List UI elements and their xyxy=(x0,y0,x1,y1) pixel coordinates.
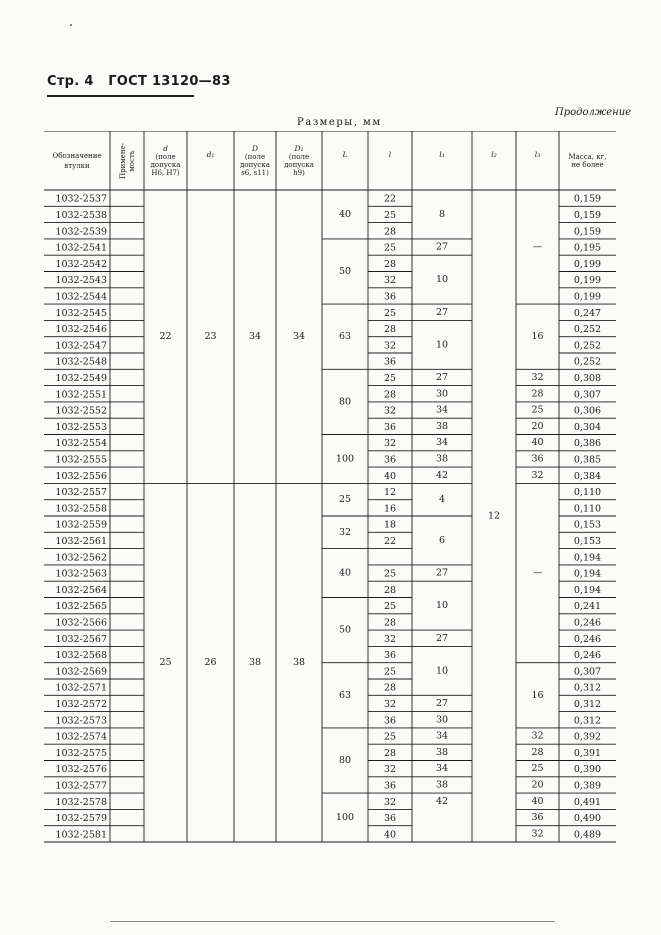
col-header-D: s6, s11) xyxy=(241,169,269,177)
col-header-applicability: Примене- xyxy=(119,142,127,180)
cell-L: 80 xyxy=(338,396,352,408)
row-mass: 0,246 xyxy=(573,650,602,662)
row-mass: 0,194 xyxy=(573,584,602,596)
row-l: 28 xyxy=(383,324,397,336)
row-designation: 1032-2563 xyxy=(55,568,107,580)
row-l: 32 xyxy=(383,796,397,808)
page-header xyxy=(47,74,231,89)
col-header-D: допуска xyxy=(240,161,270,169)
col-header-designation: Обозначение xyxy=(52,152,102,160)
cell-l3: 25 xyxy=(531,763,544,775)
row-designation: 1032-2574 xyxy=(55,731,107,743)
row-designation: 1032-2576 xyxy=(55,764,107,776)
row-designation: 1032-2567 xyxy=(55,633,107,645)
row-mass: 0,308 xyxy=(573,372,602,384)
row-designation: 1032-2579 xyxy=(55,813,107,825)
row-l: 32 xyxy=(383,275,397,287)
cell-l3: 16 xyxy=(531,331,544,343)
row-l: 32 xyxy=(383,764,397,776)
row-designation: 1032-2571 xyxy=(55,682,107,694)
row-designation: 1032-2575 xyxy=(55,747,107,759)
row-designation: 1032-2569 xyxy=(55,666,107,678)
row-l: 18 xyxy=(383,519,397,531)
row-mass: 0,246 xyxy=(573,633,602,645)
col-header-D: D xyxy=(251,144,259,153)
cell-l3: 36 xyxy=(531,453,544,465)
continuation-label: Продолжение xyxy=(555,107,632,118)
cell-l1: 38 xyxy=(435,453,449,465)
col-header-designation: втулки xyxy=(64,162,90,170)
row-mass: 0,159 xyxy=(573,226,602,238)
row-l: 25 xyxy=(383,731,397,743)
row-l: 32 xyxy=(383,405,397,417)
cell-l1: 27 xyxy=(435,567,449,579)
cell-l1: 34 xyxy=(435,730,449,742)
row-designation: 1032-2572 xyxy=(55,698,107,710)
cell-l3: 36 xyxy=(531,812,544,824)
col-header-d: d xyxy=(163,144,168,153)
row-mass: 0,110 xyxy=(573,503,602,515)
cell-l2: 12 xyxy=(487,510,501,522)
cell-l3: — xyxy=(532,241,543,253)
row-designation: 1032-2561 xyxy=(55,535,107,547)
row-l: 36 xyxy=(383,813,397,825)
row-designation: 1032-2554 xyxy=(55,438,107,450)
row-l: 36 xyxy=(383,454,397,466)
cell-L: 50 xyxy=(338,624,352,636)
row-designation: 1032-2565 xyxy=(55,601,107,613)
row-designation: 1032-2564 xyxy=(55,584,107,596)
col-header-l1: l₁ xyxy=(439,150,445,159)
row-designation: 1032-2538 xyxy=(55,209,107,221)
row-designation: 1032-2568 xyxy=(55,650,107,662)
row-l: 32 xyxy=(383,633,397,645)
footer-rule xyxy=(110,921,555,922)
row-designation: 1032-2541 xyxy=(55,242,107,254)
header-rule xyxy=(47,95,194,97)
col-header-mass: Масса, кг, xyxy=(568,153,607,161)
cell-l3: 32 xyxy=(531,469,544,481)
cell-l3: 20 xyxy=(531,420,544,432)
cell-l1: 30 xyxy=(435,388,449,400)
row-designation: 1032-2577 xyxy=(55,780,107,792)
row-mass: 0,159 xyxy=(573,193,602,205)
row-l: 28 xyxy=(383,682,397,694)
col-header-D1: h9) xyxy=(293,169,305,177)
row-l: 36 xyxy=(383,291,397,303)
row-mass: 0,159 xyxy=(573,209,602,221)
row-l: 32 xyxy=(383,438,397,450)
cell-L: 63 xyxy=(338,331,352,343)
row-l: 36 xyxy=(383,715,397,727)
row-designation: 1032-2542 xyxy=(55,258,107,270)
cell-l3: 20 xyxy=(531,779,544,791)
row-mass: 0,110 xyxy=(573,487,602,499)
cell-d1: 26 xyxy=(204,657,217,669)
cell-l1: 10 xyxy=(435,665,449,677)
col-header-d: допуска xyxy=(150,161,181,169)
row-l: 25 xyxy=(383,209,397,221)
cell-l1: 38 xyxy=(435,420,449,432)
row-l: 25 xyxy=(383,307,397,319)
cell-l1: 38 xyxy=(435,779,449,791)
cell-L: 100 xyxy=(335,812,355,824)
cell-L: 40 xyxy=(338,567,352,579)
row-mass: 0,312 xyxy=(573,715,602,727)
row-mass: 0,195 xyxy=(573,242,602,254)
cell-l1: 4 xyxy=(438,494,446,506)
col-header-l2: l₂ xyxy=(491,150,497,159)
row-mass: 0,390 xyxy=(573,764,602,776)
cell-l3: 28 xyxy=(531,746,544,758)
row-mass: 0,194 xyxy=(573,552,602,564)
row-l: 32 xyxy=(383,340,397,352)
col-header-D: (поле xyxy=(244,153,266,161)
cell-l1: 27 xyxy=(435,697,449,709)
cell-l1: 10 xyxy=(435,600,449,612)
row-mass: 0,312 xyxy=(573,682,602,694)
row-l: 25 xyxy=(383,666,397,678)
row-designation: 1032-2556 xyxy=(55,470,107,482)
row-designation: 1032-2543 xyxy=(55,275,107,287)
row-mass: 0,392 xyxy=(573,731,602,743)
cell-l1: 42 xyxy=(435,469,449,481)
row-designation: 1032-2558 xyxy=(55,503,107,515)
cell-d1: 38 xyxy=(292,657,306,669)
page-number: Стр. 4 xyxy=(47,74,94,89)
cell-l3: 32 xyxy=(531,828,544,840)
cell-l1: 34 xyxy=(435,763,449,775)
row-mass: 0,307 xyxy=(573,666,602,678)
col-header-applicability: мость xyxy=(128,150,136,172)
bushings-table xyxy=(44,131,616,849)
cell-l3: — xyxy=(532,567,543,579)
col-header-D1: (поле xyxy=(288,153,310,161)
row-mass: 0,490 xyxy=(573,813,602,825)
row-designation: 1032-2557 xyxy=(55,487,107,499)
row-designation: 1032-2553 xyxy=(55,421,107,433)
cell-l1: 27 xyxy=(435,371,449,383)
row-l: 28 xyxy=(383,617,397,629)
row-l: 28 xyxy=(383,258,397,270)
row-designation: 1032-2547 xyxy=(55,340,107,352)
row-l: 36 xyxy=(383,650,397,662)
row-mass: 0,247 xyxy=(573,307,602,319)
row-designation: 1032-2551 xyxy=(55,389,107,401)
cell-l3: 28 xyxy=(531,388,544,400)
row-designation: 1032-2549 xyxy=(55,372,107,384)
row-designation: 1032-2552 xyxy=(55,405,107,417)
row-designation: 1032-2545 xyxy=(55,307,107,319)
cell-l1: 34 xyxy=(435,404,449,416)
cell-l1: 10 xyxy=(435,339,449,351)
cell-l1: 30 xyxy=(435,714,449,726)
cell-l1: 38 xyxy=(435,746,449,758)
cell-d: 38 xyxy=(248,657,262,669)
row-l: 22 xyxy=(383,193,397,205)
row-designation: 1032-2537 xyxy=(55,193,107,205)
col-header-D1: допуска xyxy=(284,161,314,169)
col-header-L: L xyxy=(342,150,348,159)
row-l: 40 xyxy=(383,829,397,841)
cell-l1: 27 xyxy=(435,632,449,644)
cell-l3: 25 xyxy=(531,404,544,416)
row-l: 32 xyxy=(383,698,397,710)
row-mass: 0,194 xyxy=(573,568,602,580)
cell-l3: 40 xyxy=(531,437,544,449)
row-l: 25 xyxy=(383,601,397,613)
col-header-d1: d₁ xyxy=(206,150,215,159)
row-designation: 1032-2544 xyxy=(55,291,107,303)
row-designation: 1032-2573 xyxy=(55,715,107,727)
row-l: 25 xyxy=(383,242,397,254)
cell-d: 34 xyxy=(248,331,262,343)
row-l: 36 xyxy=(383,421,397,433)
row-mass: 0,306 xyxy=(573,405,602,417)
cell-l3: 32 xyxy=(531,371,544,383)
row-designation: 1032-2555 xyxy=(55,454,107,466)
cell-l3: 16 xyxy=(531,689,544,701)
row-l: 12 xyxy=(383,487,397,499)
cell-L: 25 xyxy=(338,494,352,506)
row-l: 28 xyxy=(383,226,397,238)
cell-L: 32 xyxy=(338,526,352,538)
cell-l1: 42 xyxy=(435,795,449,807)
row-l: 28 xyxy=(383,584,397,596)
cell-L: 80 xyxy=(338,755,352,766)
row-l: 16 xyxy=(383,503,397,515)
col-header-l: l xyxy=(388,150,392,159)
row-l: 25 xyxy=(383,372,397,384)
row-mass: 0,386 xyxy=(573,438,602,450)
row-designation: 1032-2578 xyxy=(55,796,107,808)
row-mass: 0,384 xyxy=(573,470,602,482)
cell-l1: 6 xyxy=(438,534,446,546)
cell-l1: 10 xyxy=(435,274,449,286)
row-mass: 0,153 xyxy=(573,535,602,547)
row-designation: 1032-2566 xyxy=(55,617,107,629)
row-designation: 1032-2539 xyxy=(55,226,107,238)
cell-d1: 23 xyxy=(204,331,217,343)
row-designation: 1032-2546 xyxy=(55,324,107,336)
cell-l1: 34 xyxy=(435,437,449,449)
row-mass: 0,312 xyxy=(573,698,602,710)
cell-l1: 8 xyxy=(438,208,446,220)
cell-d1: 34 xyxy=(292,331,306,343)
row-designation: 1032-2559 xyxy=(55,519,107,531)
row-l: 28 xyxy=(383,747,397,759)
col-header-D1: D₁ xyxy=(294,144,304,153)
row-l: 36 xyxy=(383,356,397,368)
row-designation: 1032-2548 xyxy=(55,356,107,368)
row-designation: 1032-2581 xyxy=(55,829,107,841)
row-designation: 1032-2562 xyxy=(55,552,107,564)
cell-L: 63 xyxy=(338,689,352,701)
cell-l3: 40 xyxy=(531,795,544,807)
row-mass: 0,304 xyxy=(573,421,602,433)
row-l: 22 xyxy=(383,535,397,547)
col-header-d: (поле xyxy=(155,153,176,161)
row-l: 28 xyxy=(383,389,397,401)
row-mass: 0,391 xyxy=(573,747,602,759)
row-mass: 0,389 xyxy=(573,780,602,792)
cell-l1: 27 xyxy=(435,241,449,253)
row-mass: 0,385 xyxy=(573,454,602,466)
row-mass: 0,252 xyxy=(573,324,602,336)
cell-L: 100 xyxy=(335,453,355,465)
row-mass: 0,199 xyxy=(573,275,602,287)
col-header-d: H6, H7) xyxy=(151,169,180,177)
row-mass: 0,199 xyxy=(573,258,602,270)
row-mass: 0,252 xyxy=(573,356,602,368)
dimensions-label: Размеры, мм xyxy=(297,117,382,128)
col-header-mass: не более xyxy=(571,161,604,169)
row-mass: 0,489 xyxy=(573,829,602,841)
cell-d: 22 xyxy=(159,331,172,343)
cell-L: 50 xyxy=(338,266,352,277)
row-mass: 0,153 xyxy=(573,519,602,531)
cell-d: 25 xyxy=(159,657,172,669)
row-l: 36 xyxy=(383,780,397,792)
cell-l3: 32 xyxy=(531,730,544,742)
row-mass: 0,246 xyxy=(573,617,602,629)
row-mass: 0,252 xyxy=(573,340,602,352)
scan-speck xyxy=(70,24,72,26)
col-header-l3: l₃ xyxy=(534,150,541,159)
standard-number: ГОСТ 13120—83 xyxy=(108,74,231,89)
row-mass: 0,199 xyxy=(573,291,602,303)
row-mass: 0,491 xyxy=(573,796,602,808)
row-l: 40 xyxy=(383,470,397,482)
cell-l1: 27 xyxy=(435,306,449,318)
row-l: 25 xyxy=(383,568,397,580)
row-mass: 0,241 xyxy=(573,601,602,613)
cell-L: 40 xyxy=(338,208,352,220)
row-mass: 0,307 xyxy=(573,389,602,401)
